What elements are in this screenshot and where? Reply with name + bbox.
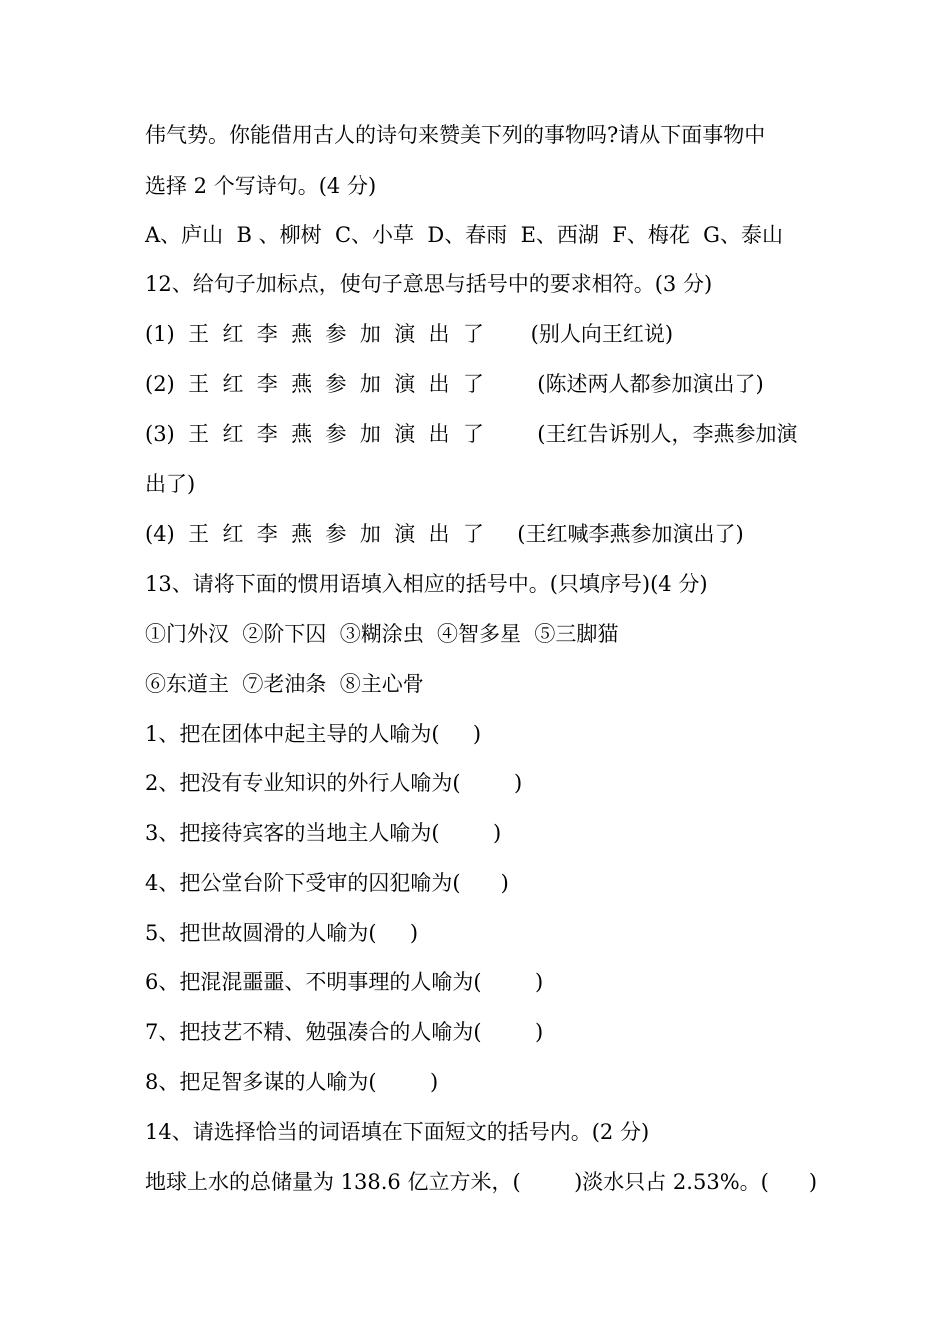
fill-item: 2、把没有专业知识的外行人喻为( ) [145,771,523,795]
fill-item: 3、把接待宾客的当地主人喻为( ) [145,821,502,845]
sentence-item: (4) 王 红 李 燕 参 加 演 出 了 (王红喊李燕参加演出了) [145,522,744,546]
fill-item: 5、把世故圆滑的人喻为( ) [145,921,419,945]
question-12-title: 12、给句子加标点，使句子意思与括号中的要求相符。(3 分) [145,272,713,296]
text-line: 地球上水的总储量为 138.6 亿立方米，( )淡水只占 2.53%。( ) [145,1170,818,1194]
fill-item: 1、把在团体中起主导的人喻为( ) [145,722,482,746]
fill-item: 8、把足智多谋的人喻为( ) [145,1070,439,1094]
idiom-options: ①门外汉 ②阶下囚 ③糊涂虫 ④智多星 ⑤三脚猫 [145,622,619,646]
text-line: 出了) [145,472,196,496]
sentence-item: (3) 王 红 李 燕 参 加 演 出 了 (王红告诉别人，李燕参加演 [145,422,798,446]
idiom-options: ⑥东道主 ⑦老油条 ⑧主心骨 [145,672,424,696]
fill-item: 7、把技艺不精、勉强凑合的人喻为( ) [145,1020,544,1044]
fill-item: 4、把公堂台阶下受审的囚犯喻为( ) [145,871,509,895]
sentence-item: (2) 王 红 李 燕 参 加 演 出 了 (陈述两人都参加演出了) [145,372,764,396]
question-13-title: 13、请将下面的惯用语填入相应的括号中。(只填序号)(4 分) [145,572,708,596]
text-line: 伟气势。你能借用古人的诗句来赞美下列的事物吗?请从下面事物中 [145,123,766,147]
question-14-title: 14、请选择恰当的词语填在下面短文的括号内。(2 分) [145,1120,650,1144]
question-11-options: A、庐山 B 、柳树 C、小草 D、春雨 E、西湖 F、梅花 G、泰山 [145,223,783,247]
fill-item: 6、把混混噩噩、不明事理的人喻为( ) [145,970,544,994]
sentence-item: (1) 王 红 李 燕 参 加 演 出 了 (别人向王红说) [145,322,674,346]
text-line: 选择 2 个写诗句。(4 分) [145,174,377,198]
